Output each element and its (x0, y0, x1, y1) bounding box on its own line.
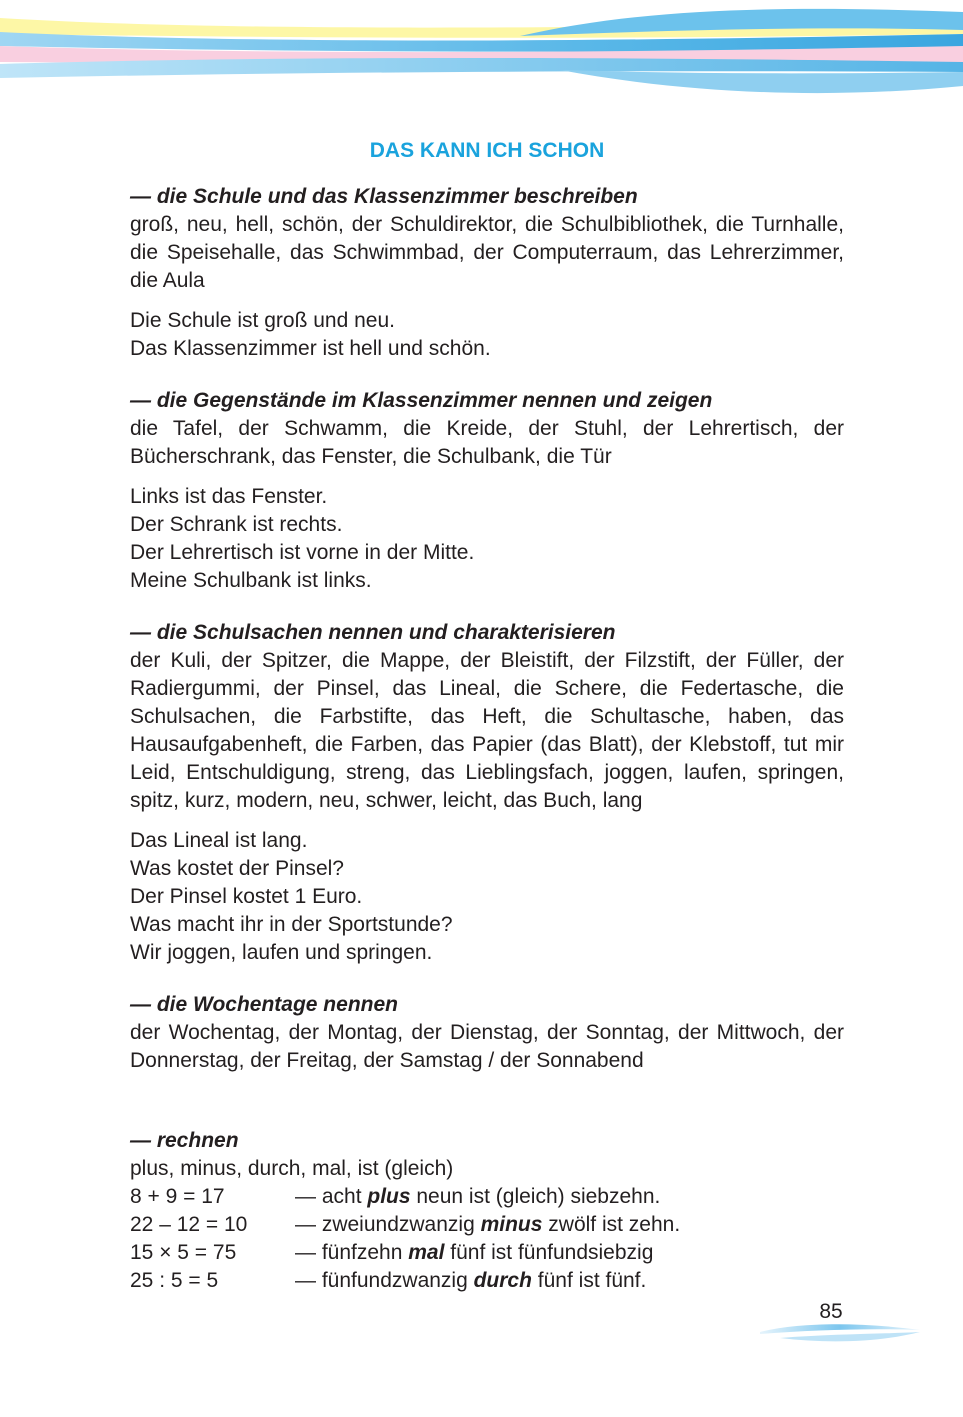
example-sentences (130, 827, 844, 967)
example-sentence: Die Schule ist groß und neu. (130, 309, 395, 332)
example-sentence: Wir joggen, laufen und springen. (130, 941, 433, 964)
section-wochentage (130, 991, 844, 1075)
calc-expression: 15 × 5 = 75 (130, 1241, 237, 1264)
calc-reading (295, 1267, 646, 1295)
calc-reading-post: neun ist (gleich) siebzehn. (410, 1185, 661, 1208)
calc-operator: mal (408, 1241, 445, 1264)
example-sentence: Der Pinsel kostet 1 Euro. (130, 885, 363, 908)
calc-reading-post: fünf ist fünf. (531, 1269, 647, 1292)
section-heading: — die Gegenstände im Klassenzimmer nennen und zeigen (130, 389, 713, 412)
calc-reading-post: fünf ist fünfundsiebzig (444, 1241, 654, 1264)
header-wave-banner (0, 0, 963, 110)
section-schulsachen (130, 619, 844, 967)
vocabulary-list: groß, neu, hell, schön, der Schuldirektor, die Schulbibliothek, die Turnhalle, die Speisehalle, das Schwimmbad, der Computerraum, das Lehrerzimmer, die Aula (130, 213, 844, 292)
example-sentence: Der Lehrertisch ist vorne in der Mitte. (130, 541, 475, 564)
example-sentence: Das Lineal ist lang. (130, 829, 308, 852)
calc-expression: 22 – 12 = 10 (130, 1213, 248, 1236)
footer-swoosh (760, 1318, 920, 1346)
vocabulary-list: der Wochentag, der Montag, der Dienstag, der Sonntag, der Mittwoch, der Donnerstag, der Freitag, der Samstag / der Sonnabend (130, 1021, 844, 1072)
calc-table (130, 1183, 844, 1295)
page-content (130, 137, 844, 1319)
section-heading: — die Wochentage nennen (130, 993, 398, 1016)
calc-reading-pre: — acht (295, 1185, 368, 1208)
calc-reading-pre: — fünfundzwanzig (295, 1269, 474, 1292)
vocabulary-list: die Tafel, der Schwamm, die Kreide, der Stuhl, der Lehrertisch, der Bücherschrank, das Fenster, die Schulbank, die Tür (130, 417, 844, 468)
example-sentence: Links ist das Fenster. (130, 485, 328, 508)
example-sentence: Was macht ihr in der Sportstunde? (130, 913, 453, 936)
calc-reading (295, 1211, 680, 1239)
calc-expression: 8 + 9 = 17 (130, 1185, 225, 1208)
calc-row (130, 1183, 844, 1211)
calc-row (130, 1267, 844, 1295)
example-sentence: Der Schrank ist rechts. (130, 513, 343, 536)
section-schule (130, 183, 844, 363)
page-title: DAS KANN ICH SCHON (369, 139, 605, 162)
example-sentences (130, 483, 844, 595)
section-heading: — die Schule und das Klassenzimmer beschreiben (130, 185, 638, 208)
calc-operator: minus (480, 1213, 543, 1236)
example-sentence: Was kostet der Pinsel? (130, 857, 344, 880)
section-gegenstaende (130, 387, 844, 595)
page-number: 85 (819, 1300, 843, 1323)
vocabulary-list: der Kuli, der Spitzer, die Mappe, der Bleistift, der Filzstift, der Füller, der Radiergummi, der Pinsel, das Lineal, die Schere, die Federtasche, die Schulsachen, die Farbstifte, das Heft, die Schultasche, haben, das Hausaufgabenheft, die Farben, das Papier (das Blatt), der Klebstoff, tut mir Leid, Entschuldigung, streng, das Lieblingsfach, joggen, laufen, springen, spitz, kurz, modern, neu, schwer, leicht, das Buch, lang (130, 649, 844, 812)
section-rechnen (130, 1127, 844, 1295)
calc-reading-pre: — fünfzehn (295, 1241, 409, 1264)
section-heading: — rechnen (130, 1129, 239, 1152)
section-heading: — die Schulsachen nennen und charakterisieren (130, 621, 616, 644)
example-sentence: Das Klassenzimmer ist hell und schön. (130, 337, 491, 360)
calc-row (130, 1211, 844, 1239)
calc-reading-post: zwölf ist zehn. (542, 1213, 681, 1236)
calc-reading (295, 1239, 653, 1267)
example-sentence: Meine Schulbank ist links. (130, 569, 372, 592)
calc-reading-pre: — zweiundzwanzig (295, 1213, 481, 1236)
calc-operator: plus (367, 1185, 411, 1208)
calc-reading (295, 1183, 660, 1211)
calc-operator: durch (473, 1269, 532, 1292)
example-sentences (130, 307, 844, 363)
vocabulary-list: plus, minus, durch, mal, ist (gleich) (130, 1157, 454, 1180)
calc-expression: 25 : 5 = 5 (130, 1269, 219, 1292)
calc-row (130, 1239, 844, 1267)
